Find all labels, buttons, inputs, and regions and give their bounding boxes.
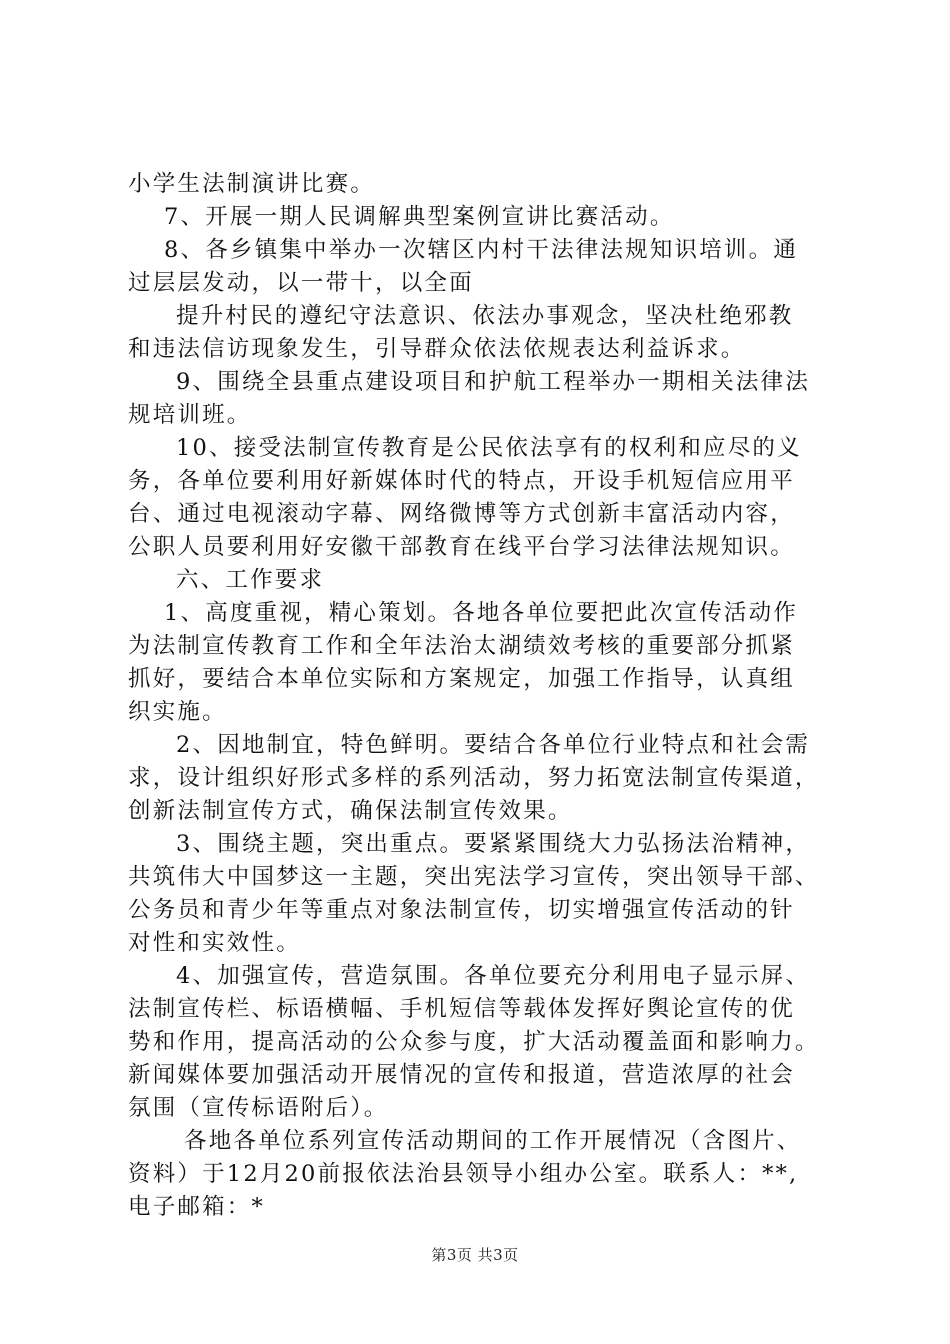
text-line: 规培训班。: [128, 402, 252, 428]
text-line: 公务员和青少年等重点对象法制宣传，切实增强宣传活动的针: [128, 897, 795, 923]
text-line: 织实施。: [128, 699, 227, 725]
text-line: 各地各单位系列宣传活动期间的工作开展情况（含图片、: [184, 1128, 802, 1154]
text-line: 新闻媒体要加强活动开展情况的宣传和报道，营造浓厚的社会: [128, 1062, 795, 1088]
text-line: 9、围绕全县重点建设项目和护航工程举办一期相关法律法: [176, 369, 811, 395]
text-line: 提升村民的遵纪守法意识、依法办事观念，坚决杜绝邪教: [176, 303, 794, 329]
text-line: 为法制宣传教育工作和全年法治太湖绩效考核的重要部分抓紧: [128, 633, 795, 659]
document-body: [128, 168, 840, 1224]
text-line: 氛围（宣传标语附后）。: [128, 1095, 389, 1121]
text-line: 对性和实效性。: [128, 930, 301, 956]
text-line: 共筑伟大中国梦这一主题，突出宪法学习宣传，突出领导干部、: [128, 864, 820, 890]
text-line: 7、开展一期人民调解典型案例宣讲比赛活动。: [164, 204, 675, 230]
text-line: 4、加强宣传，营造氛围。各单位要充分利用电子显示屏、: [176, 963, 811, 989]
text-line: 2、因地制宜，特色鲜明。要结合各单位行业特点和社会需: [176, 732, 811, 758]
text-line: 务，各单位要利用好新媒体时代的特点，开设手机短信应用平: [128, 468, 795, 494]
text-line: 3、围绕主题，突出重点。要紧紧围绕大力弘扬法治精神，: [176, 831, 811, 857]
text-line: 台、通过电视滚动字幕、网络微博等方式创新丰富活动内容，: [128, 501, 795, 527]
text-line: 六、工作要求: [176, 567, 325, 593]
text-line: 小学生法制演讲比赛。: [128, 171, 376, 197]
text-line: 1、高度重视，精心策划。各地各单位要把此次宣传活动作: [164, 600, 799, 626]
text-line: 8、各乡镇集中举办一次辖区内村干法律法规知识培训。通: [164, 237, 799, 263]
text-line: 势和作用，提高活动的公众参与度，扩大活动覆盖面和影响力。: [128, 1029, 820, 1055]
text-line: 过层层发动，以一带十，以全面: [128, 270, 474, 296]
text-line: 资料）于12月20前报依法治县领导小组办公室。联系人：**,: [128, 1161, 799, 1187]
text-line: 和违法信访现象发生，引导群众依法依规表达利益诉求。: [128, 336, 746, 362]
text-line: 10、接受法制宣传教育是公民依法享有的权利和应尽的义: [176, 435, 802, 461]
text-line: 法制宣传栏、标语横幅、手机短信等载体发挥好舆论宣传的优: [128, 996, 795, 1022]
text-line: 创新法制宣传方式，确保法制宣传效果。: [128, 798, 573, 824]
text-line: 抓好，要结合本单位实际和方案规定，加强工作指导，认真组: [128, 666, 795, 692]
text-line: 求，设计组织好形式多样的系列活动，努力拓宽法制宣传渠道，: [128, 765, 820, 791]
text-line: 电子邮箱：*: [128, 1194, 265, 1220]
text-line: 公职人员要利用好安徽干部教育在线平台学习法律法规知识。: [128, 534, 795, 560]
page-footer: 第3页 共3页: [431, 1246, 519, 1264]
